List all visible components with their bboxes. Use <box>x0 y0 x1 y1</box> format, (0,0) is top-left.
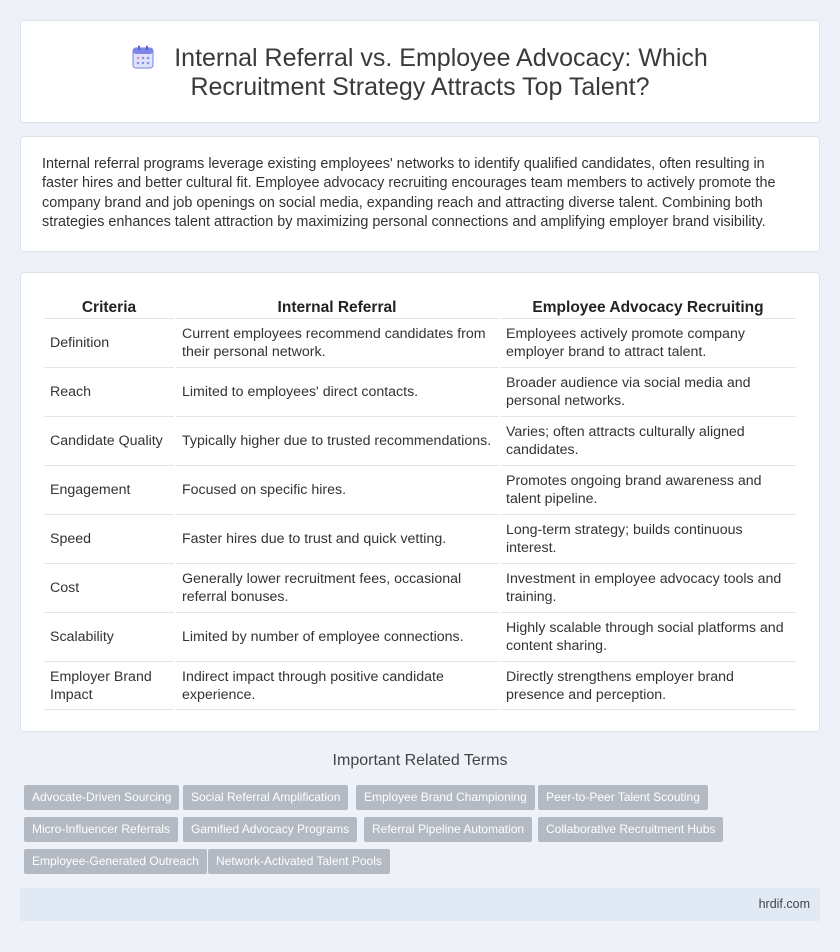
employee-advocacy-cell: Employees actively promote company employer brand to attract talent. <box>500 318 796 367</box>
criteria-cell: Employer Brand Impact <box>44 661 174 710</box>
column-header-criteria: Criteria <box>81 299 137 316</box>
intro-card <box>20 136 820 252</box>
table-row <box>44 514 796 563</box>
related-term-tag[interactable]: Employee Brand Championing <box>356 785 535 810</box>
employee-advocacy-cell: Investment in employee advocacy tools and training. <box>500 563 796 612</box>
employee-advocacy-cell: Directly strengthens employer brand presence and perception. <box>500 661 796 710</box>
table-row <box>44 465 796 514</box>
related-term-tag[interactable]: Micro-Influencer Referrals <box>24 817 178 842</box>
internal-referral-cell: Limited by number of employee connections. <box>176 612 498 661</box>
internal-referral-cell: Current employees recommend candidates from their personal network. <box>176 318 498 367</box>
table-row <box>44 563 796 612</box>
related-terms-title: Important Related Terms <box>332 752 508 769</box>
internal-referral-cell: Faster hires due to trust and quick vetting. <box>176 514 498 563</box>
criteria-cell: Scalability <box>44 612 174 661</box>
criteria-cell: Speed <box>44 514 174 563</box>
criteria-cell: Definition <box>44 318 174 367</box>
related-term-tag[interactable]: Social Referral Amplification <box>183 785 348 810</box>
table-row <box>44 367 796 416</box>
criteria-cell: Reach <box>44 367 174 416</box>
related-term-tag[interactable]: Collaborative Recruitment Hubs <box>538 817 723 842</box>
internal-referral-cell: Focused on specific hires. <box>176 465 498 514</box>
table-row <box>44 661 796 710</box>
criteria-cell: Engagement <box>44 465 174 514</box>
criteria-cell: Candidate Quality <box>44 416 174 465</box>
employee-advocacy-cell: Long-term strategy; builds continuous interest. <box>500 514 796 563</box>
column-header-employee-advocacy: Employee Advocacy Recruiting <box>532 299 764 316</box>
employee-advocacy-cell: Highly scalable through social platforms and content sharing. <box>500 612 796 661</box>
employee-advocacy-cell: Varies; often attracts culturally aligned candidates. <box>500 416 796 465</box>
related-term-tag[interactable]: Peer-to-Peer Talent Scouting <box>538 785 708 810</box>
criteria-cell: Cost <box>44 563 174 612</box>
footer <box>20 888 820 921</box>
table-row <box>44 318 796 367</box>
calendar-icon <box>132 45 154 69</box>
footer-site: hrdif.com <box>758 897 810 911</box>
employee-advocacy-cell: Promotes ongoing brand awareness and talent pipeline. <box>500 465 796 514</box>
internal-referral-cell: Indirect impact through positive candidate experience. <box>176 661 498 710</box>
table-header-row <box>44 295 796 318</box>
related-term-tag[interactable]: Network-Activated Talent Pools <box>208 849 390 874</box>
table-row <box>44 416 796 465</box>
title-card <box>20 20 820 123</box>
related-term-tag[interactable]: Referral Pipeline Automation <box>364 817 532 842</box>
employee-advocacy-cell: Broader audience via social media and personal networks. <box>500 367 796 416</box>
comparison-table <box>42 295 798 710</box>
related-term-tag[interactable]: Employee-Generated Outreach <box>24 849 207 874</box>
table-row <box>44 612 796 661</box>
internal-referral-cell: Generally lower recruitment fees, occasional referral bonuses. <box>176 563 498 612</box>
column-header-internal-referral: Internal Referral <box>277 299 397 316</box>
page-title: Internal Referral vs. Employee Advocacy: Which Recruitment Strategy Attracts Top Talent? <box>174 44 708 101</box>
comparison-card <box>20 272 820 732</box>
related-term-tag[interactable]: Gamified Advocacy Programs <box>183 817 357 842</box>
intro-paragraph: Internal referral programs leverage existing employees' networks to identify qualified candidates, often resulting in faster hires and better cultural fit. Employee advocacy recruiting encourages team members to actively promote the company brand and job openings on social media, expanding reach and attracting diverse talent. Combining both strategies enhances talent attraction by maximizing personal connections and amplifying employer brand visibility. <box>42 156 776 230</box>
internal-referral-cell: Typically higher due to trusted recommendations. <box>176 416 498 465</box>
related-term-tag[interactable]: Advocate-Driven Sourcing <box>24 785 179 810</box>
internal-referral-cell: Limited to employees' direct contacts. <box>176 367 498 416</box>
